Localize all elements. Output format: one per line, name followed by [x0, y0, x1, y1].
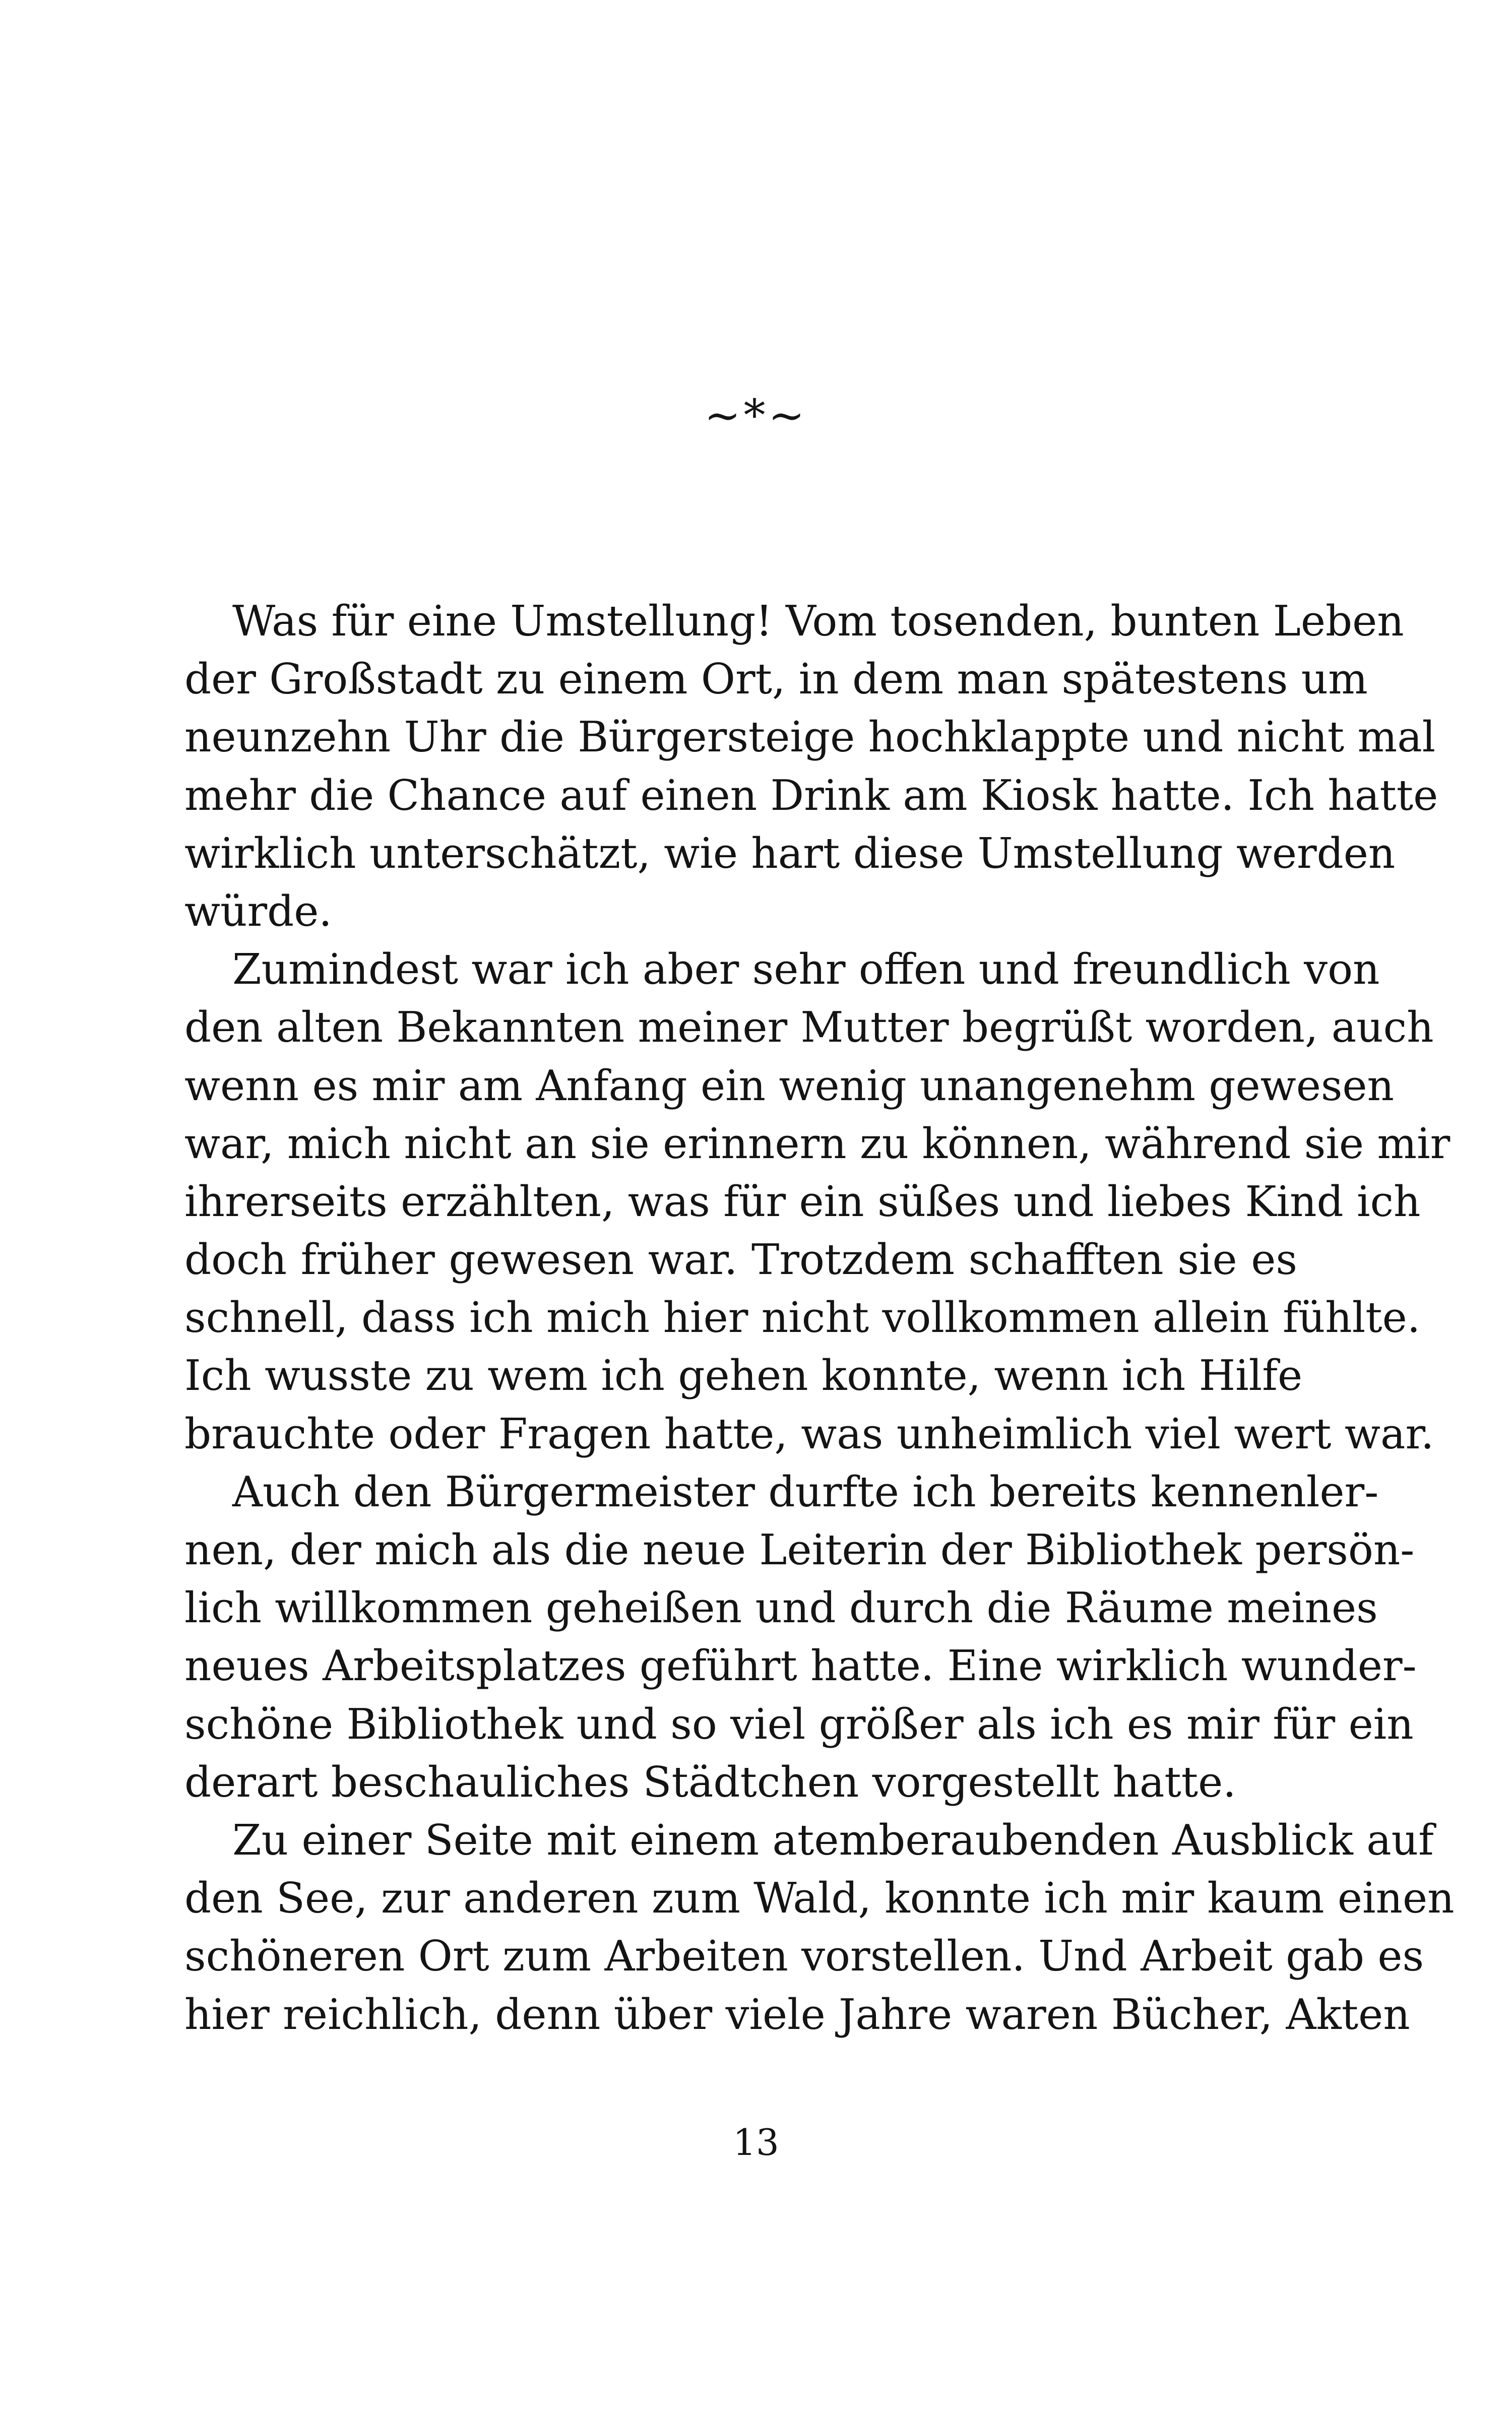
- text-line: schnell, dass ich mich hier nicht vollkommen allein fühlte.: [184, 1293, 1421, 1343]
- text-line: neues Arbeitsplatzes geführt hatte. Eine wirklich wunder-: [184, 1641, 1417, 1691]
- text-line: doch früher gewesen war. Trotzdem schafften sie es: [184, 1235, 1297, 1285]
- text-line: den alten Bekannten meiner Mutter begrüßt worden, auch: [184, 1003, 1434, 1052]
- text-line: wenn es mir am Anfang ein wenig unangenehm gewesen: [184, 1061, 1394, 1110]
- text-line: schöne Bibliothek und so viel größer als ich es mir für ein: [184, 1699, 1414, 1749]
- text-line: nen, der mich als die neue Leiterin der Bibliothek persön-: [184, 1525, 1415, 1574]
- text-line: neunzehn Uhr die Bürgersteige hochklappte und nicht mal: [184, 713, 1436, 762]
- text-line: schöneren Ort zum Arbeiten vorstellen. Und Arbeit gab es: [184, 1932, 1424, 1981]
- text-line: wirklich unterschätzt, wie hart diese Umstellung werden: [184, 829, 1396, 878]
- text-line: der Großstadt zu einem Ort, in dem man spätestens um: [184, 655, 1368, 704]
- text-line: mehr die Chance auf einen Drink am Kiosk hatte. Ich hatte: [184, 771, 1438, 820]
- text-line: derart beschauliches Städtchen vorgestellt hatte.: [184, 1757, 1236, 1807]
- text-line: Was für eine Umstellung! Vom tosenden, bunten Leben: [232, 597, 1404, 646]
- paragraph: [184, 1811, 1455, 2044]
- text-line: war, mich nicht an sie erinnern zu können, während sie mir: [184, 1119, 1451, 1168]
- page-number: 13: [733, 2121, 779, 2164]
- text-line: Ich wusste zu wem ich gehen konnte, wenn ich Hilfe: [184, 1351, 1303, 1401]
- text-line: Zumindest war ich aber sehr offen und freundlich von: [232, 945, 1380, 994]
- text-line: ihrerseits erzählten, was für ein süßes und liebes Kind ich: [184, 1177, 1421, 1226]
- text-line: hier reichlich, denn über viele Jahre waren Bücher, Akten: [184, 1990, 1410, 2039]
- text-line: lich willkommen geheißen und durch die Räume meines: [184, 1583, 1378, 1633]
- paragraph: [184, 592, 1438, 940]
- section-ornament: ~*~: [704, 391, 808, 441]
- paragraph: [184, 1463, 1417, 1811]
- text-line: Zu einer Seite mit einem atemberaubenden Ausblick auf: [232, 1815, 1434, 1865]
- text-line: den See, zur anderen zum Wald, konnte ich mir kaum einen: [184, 1874, 1455, 1923]
- text-line: brauchte oder Fragen hatte, was unheimlich viel wert war.: [184, 1409, 1434, 1458]
- paragraph: [184, 940, 1451, 1463]
- text-line: würde.: [184, 886, 332, 936]
- text-line: Auch den Bürgermeister durfte ich bereits kennenler-: [232, 1467, 1379, 1516]
- body-text: [184, 592, 1455, 2044]
